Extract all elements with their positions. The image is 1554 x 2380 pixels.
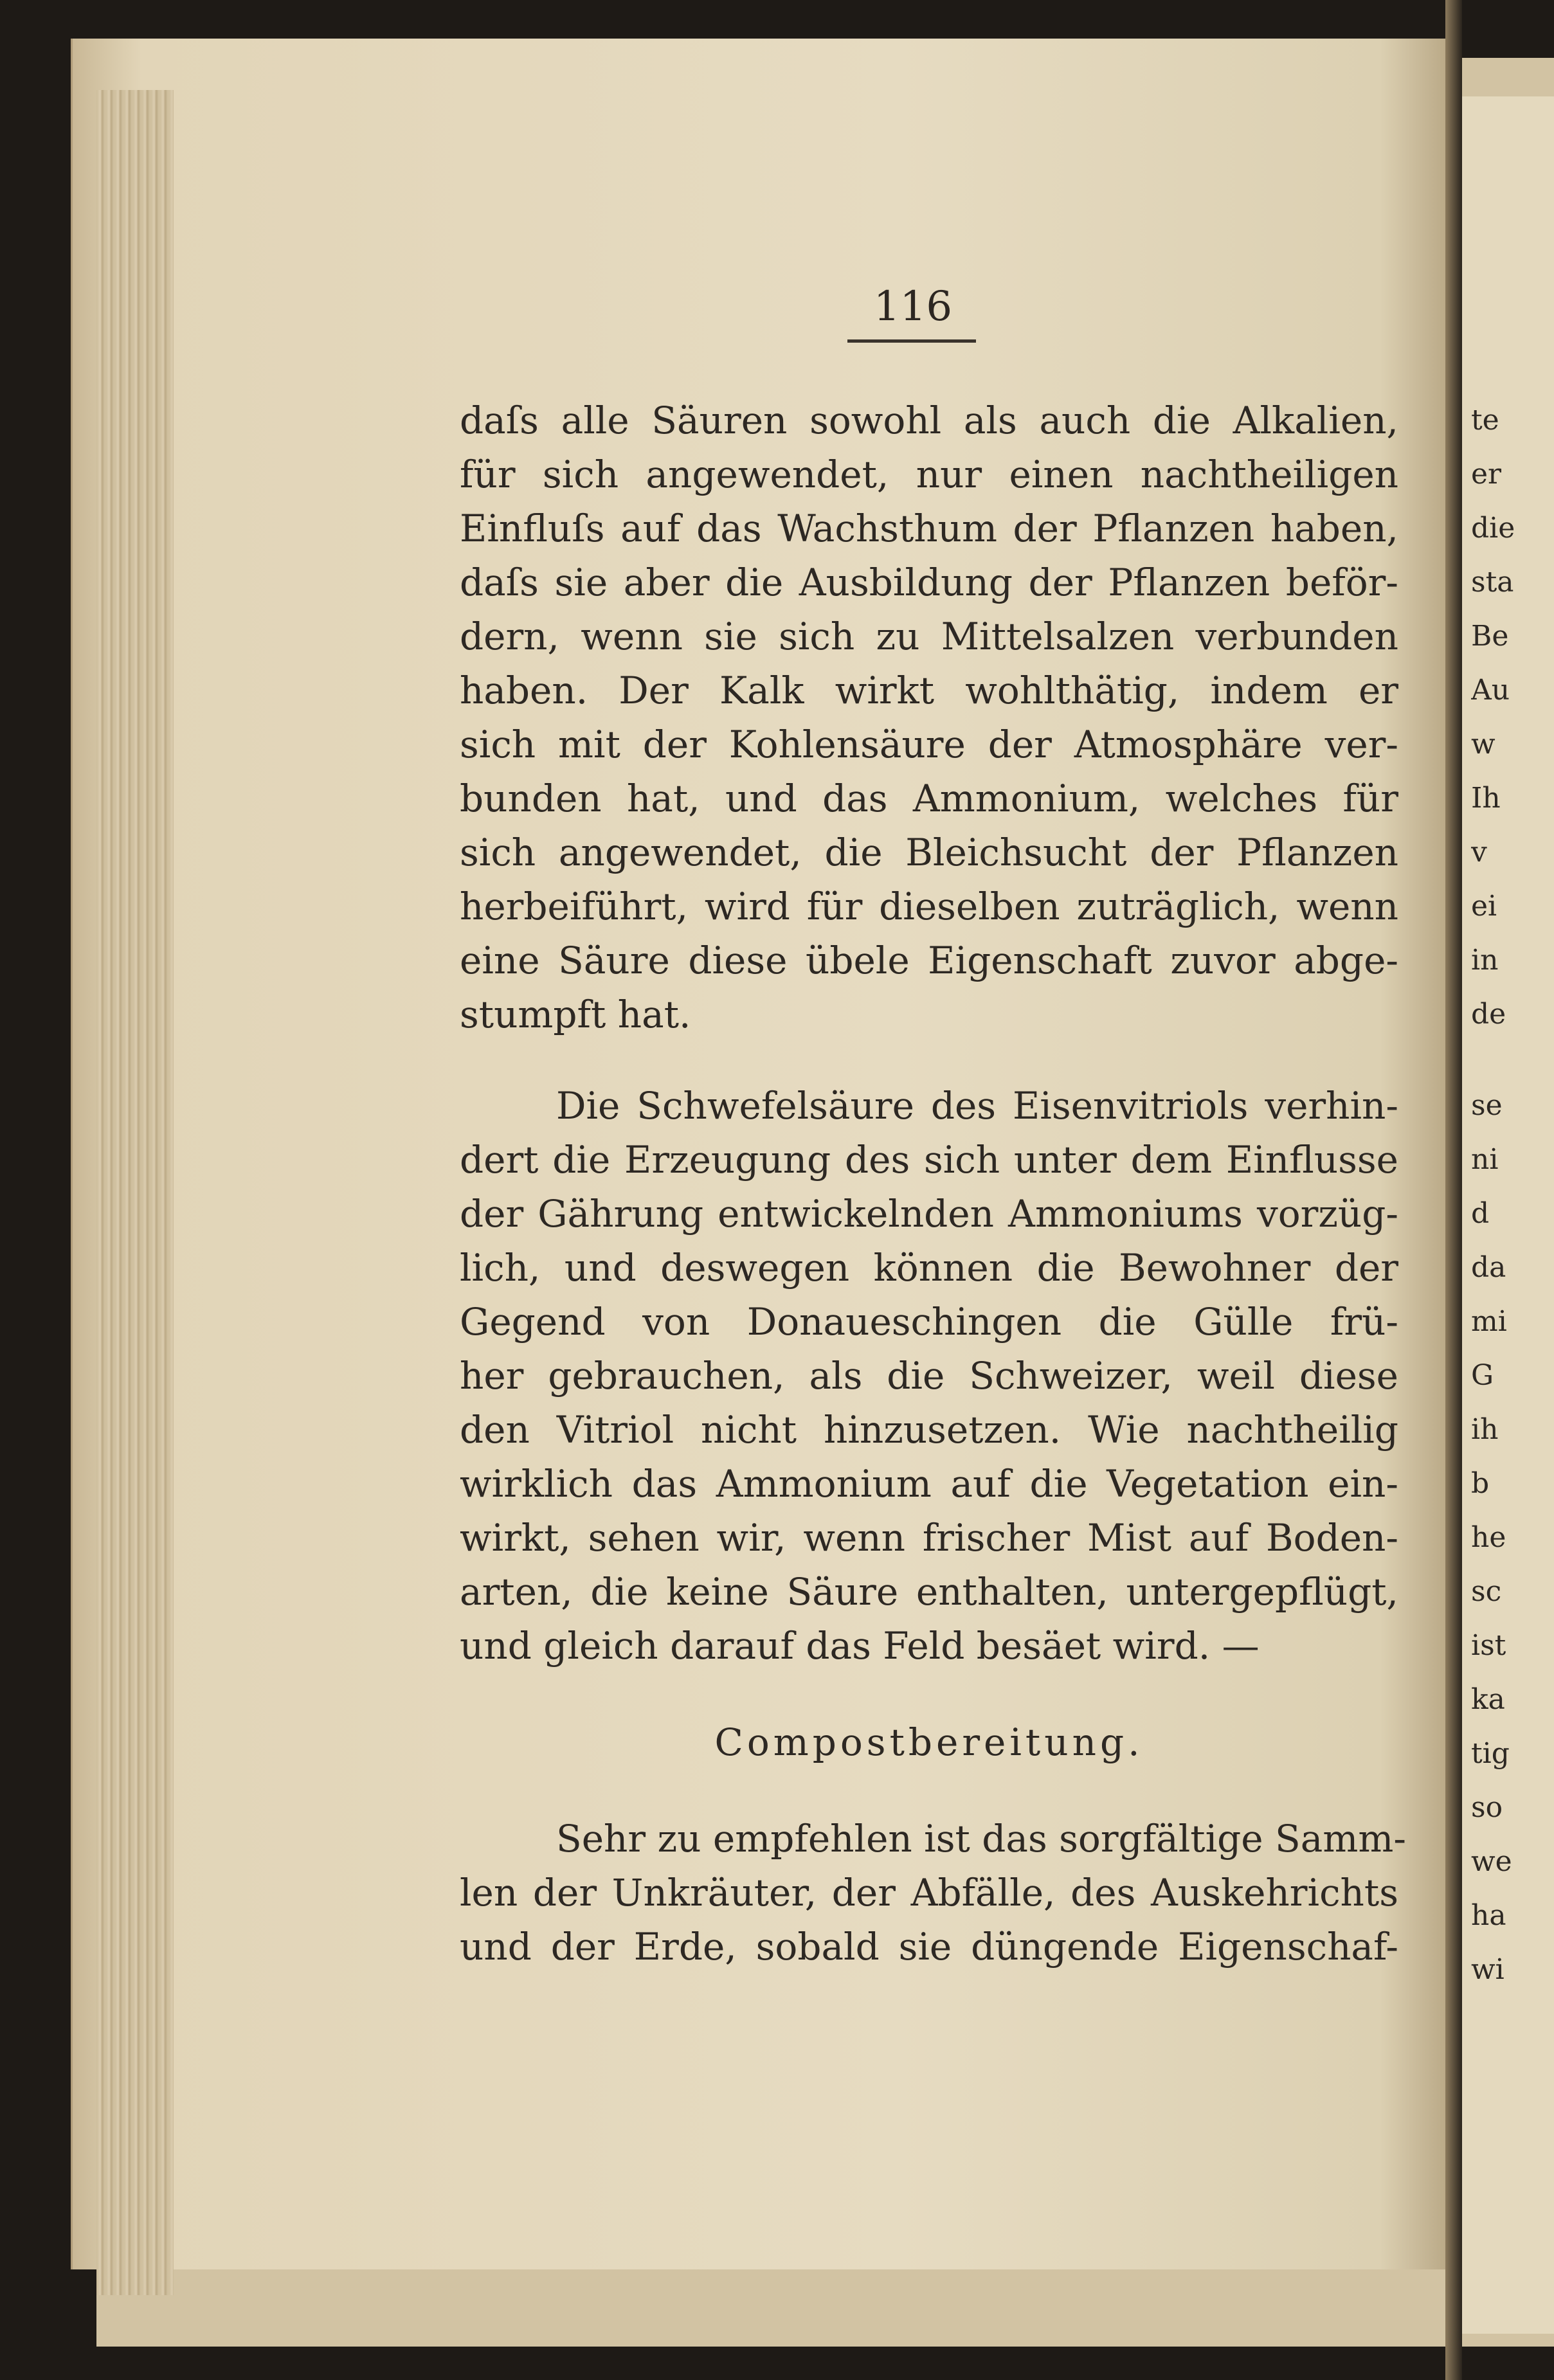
text-line: wirklich das Ammonium auf die Vegetation ein- [460,1462,1398,1506]
text-line: der Gährung entwickelnden Ammoniums vorzüg- [460,1192,1398,1236]
page-edges [96,90,174,2295]
text-line: sich angewendet, die Bleichsucht der Pflanzen [460,831,1398,874]
right-page-fragment: Be [1471,620,1509,653]
text-line: dern, wenn sie sich zu Mittelsalzen verbunden [460,615,1398,658]
text-line: Einfluſs auf das Wachsthum der Pflanzen haben, [460,507,1398,550]
page-number: 116 [873,283,953,330]
right-page-fragment: die [1471,512,1515,545]
right-page-fragment: mi [1471,1305,1507,1338]
text-line: lich, und deswegen können die Bewohner der [460,1246,1398,1290]
right-page-fragment: da [1471,1251,1506,1284]
text-line: Gegend von Donaueschingen die Gülle frü- [460,1300,1398,1344]
right-page-fragment: d [1471,1197,1490,1230]
right-page-fragment: Ih [1471,782,1501,815]
right-page-fragment: ha [1471,1899,1506,1932]
right-page-fragment: tig [1471,1737,1510,1770]
text-line: Sehr zu empfehlen ist das sorgfältige Samm- [556,1817,1406,1861]
text-line: herbeiführt, wird für dieselben zuträglich, wenn [460,885,1398,928]
text-line: eine Säure diese übele Eigenschaft zuvor abge- [460,939,1398,982]
right-page-fragment: b [1471,1467,1490,1500]
text-line: und der Erde, sobald sie düngende Eigenschaf- [460,1925,1398,1969]
right-page-fragment: se [1471,1089,1503,1122]
text-line: len der Unkräuter, der Abfälle, des Auskehrichts [460,1871,1398,1915]
text-line: sich mit der Kohlensäure der Atmosphäre ver- [460,723,1398,766]
text-line: arten, die keine Säure enthalten, untergepflügt, [460,1570,1398,1614]
right-page-fragment: de [1471,998,1506,1031]
text-line: dert die Erzeugung des sich unter dem Einflusse [460,1138,1398,1182]
text-line: daſs sie aber die Ausbildung der Pflanzen beför- [460,561,1398,604]
page-number-rule [847,339,976,343]
text-line: und gleich darauf das Feld besäet wird. — [460,1624,1260,1668]
right-page-fragment: v [1471,836,1487,869]
right-page-fragment: Au [1471,674,1510,707]
text-line: Die Schwefelsäure des Eisenvitriols verhin- [556,1084,1398,1128]
text-line: den Vitriol nicht hinzusetzen. Wie nachtheilig [460,1408,1398,1452]
right-page-fragment: sc [1471,1575,1502,1608]
section-heading: Compostbereitung. [714,1720,1144,1764]
book-gutter [1445,0,1462,2380]
text-line: wirkt, sehen wir, wenn frischer Mist auf Boden- [460,1516,1398,1560]
right-page-fragment: so [1471,1791,1503,1824]
right-page-fragment: w [1471,728,1495,761]
right-page-fragment: ih [1471,1413,1499,1446]
right-page-fragment: wi [1471,1953,1504,1986]
text-line: haben. Der Kalk wirkt wohlthätig, indem er [460,669,1398,712]
right-page-fragment: ist [1471,1629,1506,1662]
right-page-fragment: sta [1471,566,1514,599]
right-page-fragment: G [1471,1359,1494,1392]
right-page-fragment: ei [1471,890,1497,923]
text-line: bunden hat, und das Ammonium, welches für [460,777,1398,820]
right-page-fragment: er [1471,458,1502,491]
text-line: daſs alle Säuren sowohl als auch die Alkalien, [460,399,1398,442]
right-page-fragment: te [1471,404,1499,437]
right-page-fragment: in [1471,944,1499,977]
right-page-fragment: ka [1471,1683,1505,1716]
text-line: her gebrauchen, als die Schweizer, weil diese [460,1354,1398,1398]
right-page-fragment: he [1471,1521,1506,1554]
text-line: für sich angewendet, nur einen nachtheiligen [460,453,1398,496]
right-page-fragment: we [1471,1845,1512,1878]
right-page-fragment: ni [1471,1143,1499,1176]
text-line: stumpft hat. [460,993,691,1036]
